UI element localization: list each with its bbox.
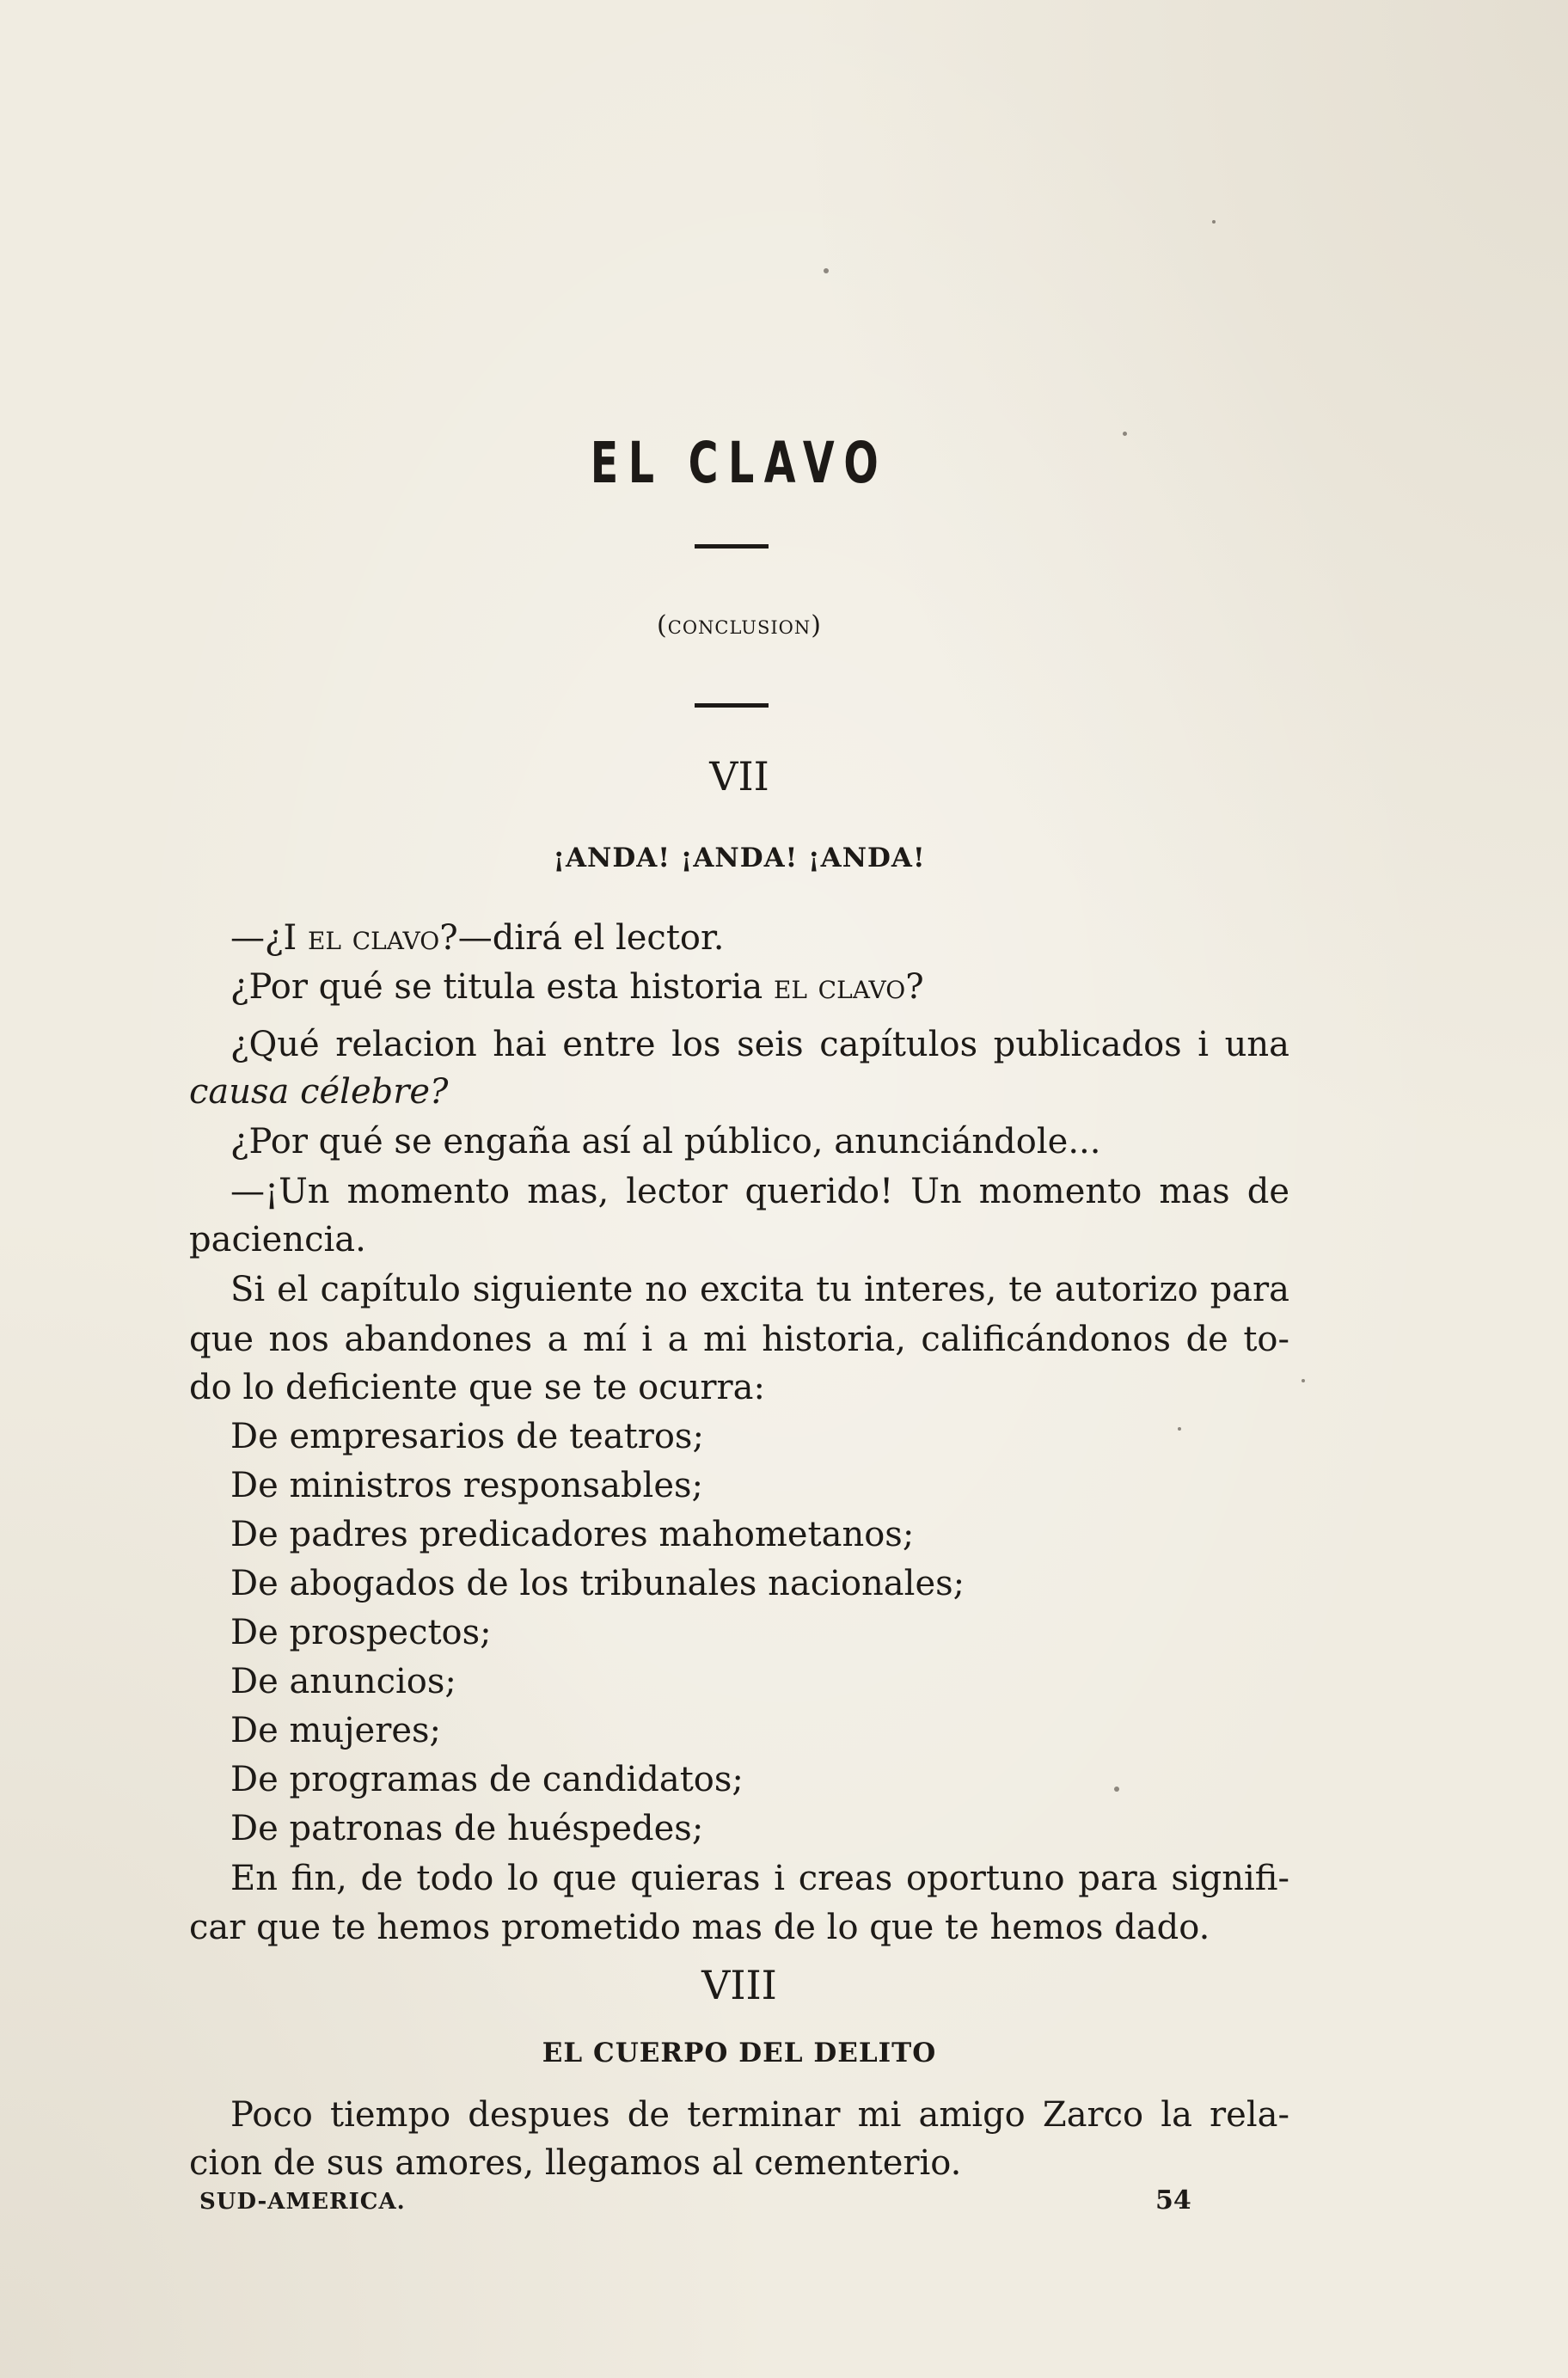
- text-line: Poco tiempo despues de terminar mi amigo Zarco la rela-: [230, 2095, 1289, 2135]
- chapter-number: VIII: [701, 1962, 777, 2008]
- subtitle-rule: [695, 703, 769, 708]
- text-line: [230, 963, 924, 1011]
- text-line: ¿Qué relacion hai entre los seis capítulos publicados i una: [230, 1025, 1289, 1064]
- chapter-heading: ¡ANDA! ¡ANDA! ¡ANDA!: [553, 843, 926, 873]
- chapter-heading: EL CUERPO DEL DELITO: [542, 2038, 937, 2068]
- text-line: En fin, de todo lo que quieras i creas oportuno para signifi-: [230, 1859, 1289, 1898]
- title-rule: [695, 544, 769, 549]
- text-line: De ministros responsables;: [230, 1466, 703, 1505]
- text-line: De mujeres;: [230, 1711, 442, 1750]
- footer-signature: SUD-AMERICA.: [199, 2189, 406, 2215]
- text-line: De prospectos;: [230, 1613, 492, 1652]
- story-title: EL CLAVO: [590, 430, 889, 496]
- story-subtitle: (conclusion): [657, 610, 822, 640]
- text-line: De padres predicadores mahometanos;: [230, 1515, 915, 1554]
- page-number: 54: [1155, 2185, 1191, 2216]
- text-span: el clavo: [773, 967, 906, 1007]
- text-span: ?—dirá el lector.: [439, 918, 725, 958]
- paper-speck: [1302, 1379, 1305, 1382]
- text-line: ¿Por qué se engaña así al público, anunciándole...: [230, 1122, 1101, 1161]
- text-line: De programas de candidatos;: [230, 1760, 744, 1799]
- text-line: que nos abandones a mí i a mi historia, calificándonos de to-: [189, 1320, 1289, 1359]
- text-line: causa célebre?: [189, 1072, 449, 1112]
- text-line: do lo deficiente que se te ocurra:: [189, 1368, 765, 1407]
- text-line: [230, 914, 724, 962]
- text-span: el clavo: [307, 918, 440, 958]
- text-line: —¡Un momento mas, lector querido! Un momento mas de: [230, 1172, 1289, 1211]
- text-line: De abogados de los tribunales nacionales;: [230, 1564, 965, 1603]
- chapter-number: VII: [709, 753, 769, 800]
- text-line: De patronas de huéspedes;: [230, 1809, 704, 1848]
- text-line: car que te hemos prometido mas de lo que te hemos dado.: [189, 1908, 1210, 1947]
- text-span: ?: [905, 967, 924, 1007]
- text-span: ¿Por qué se titula esta historia: [230, 967, 774, 1007]
- text-line: paciencia.: [189, 1220, 366, 1259]
- text-span: —¿I: [230, 918, 308, 958]
- text-line: De empresarios de teatros;: [230, 1417, 704, 1456]
- text-line: Si el capítulo siguiente no excita tu interes, te autorizo para: [230, 1270, 1289, 1309]
- text-line: De anuncios;: [230, 1662, 456, 1701]
- text-line: cion de sus amores, llegamos al cementerio.: [189, 2143, 962, 2183]
- book-page: [189, 0, 1289, 2378]
